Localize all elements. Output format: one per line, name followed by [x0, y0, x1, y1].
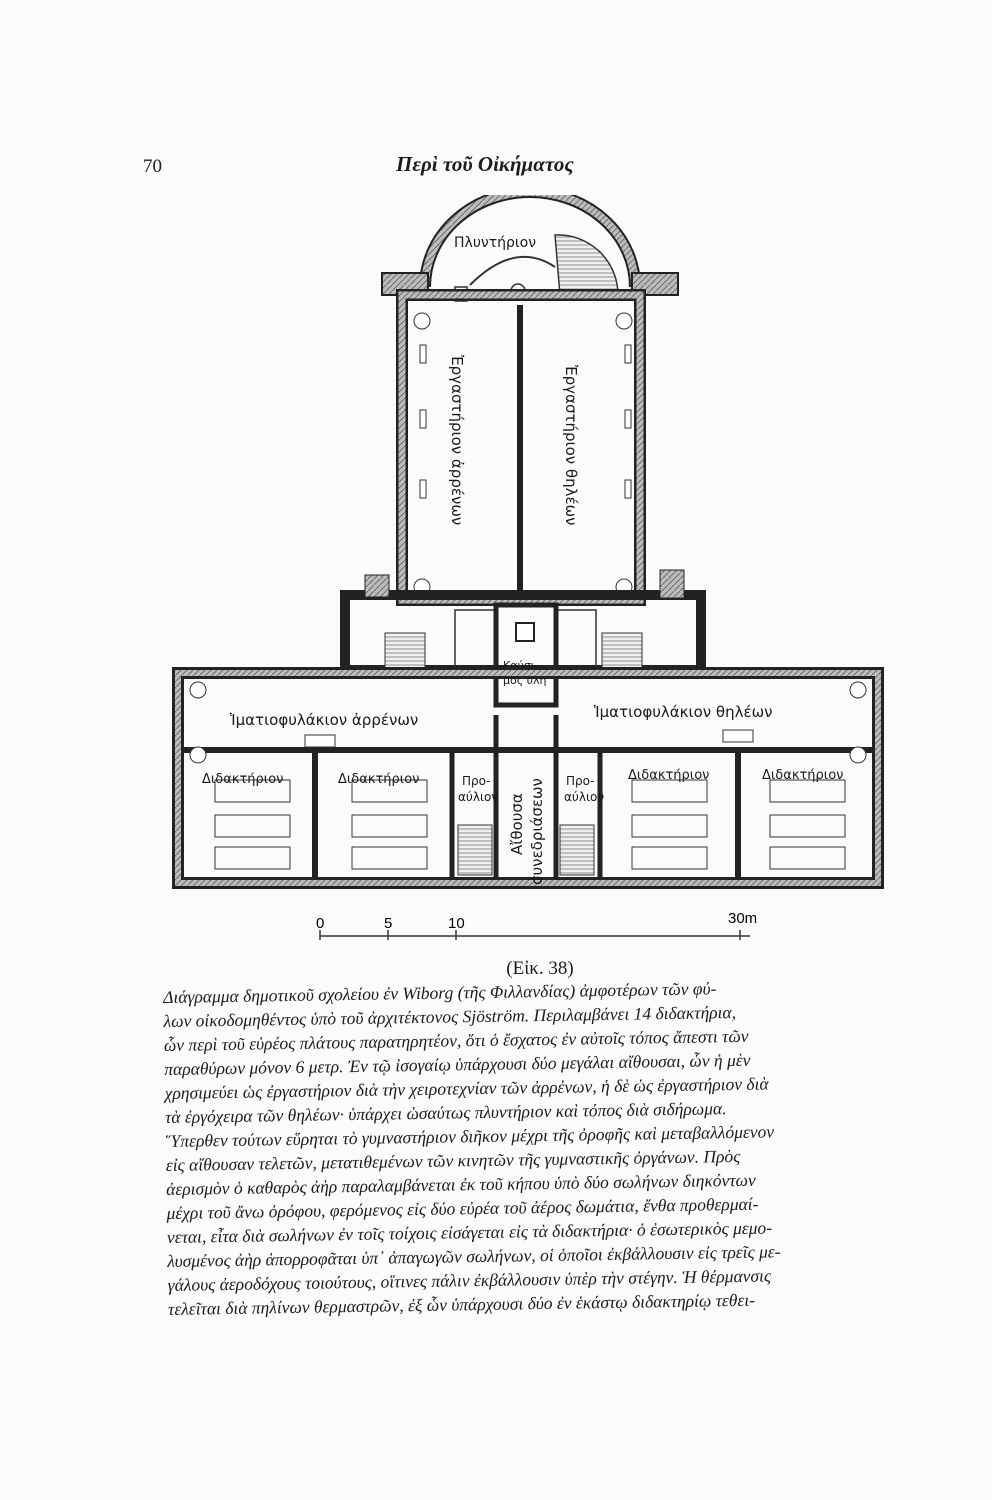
classroom-label-1: Διδακτήριον	[202, 772, 284, 787]
workshop-wing	[402, 295, 640, 600]
body-text	[163, 973, 908, 1321]
body-line: νεται, εἶτα διὰ σωλήνων ἐν τοῖς τοίχοις εἰσάγεται εἰς τὰ διδακτήρια· ὁ ἐσωτερικὸς μεμο-	[166, 1217, 773, 1247]
wardrobe-girls-label: Ἱματιοφυλάκιον θηλέων	[594, 703, 773, 721]
body-line: χρησιμεύει ὡς ἐργαστήριον διὰ τὴν χειροτεχνίαν τῶν ἀρρένων, ἡ δὲ ὡς ἐργαστήριον διὰ	[164, 1073, 769, 1103]
body-line: γάλους ἀεροδόχους τοιούτους, οἵτινες πάλιν ἐκβάλλουσιν ὑπὲρ τὴν στέγην. Ἡ θέρμανσις	[167, 1265, 772, 1295]
hall-label-1: Αἴθουσα	[508, 793, 526, 855]
hall-label-2: συνεδριάσεων	[528, 778, 546, 885]
body-line: λυσμένος ἀὴρ ἀπορροφᾶται ὑπ᾽ ἀπαγωγῶν σωλήνων, οἱ ὁποῖοι ἐκβάλλουσιν εἰς τρεῖς με-	[167, 1241, 781, 1271]
wardrobe-boys-label: Ἱματιοφυλάκιον ἀρρένων	[230, 711, 419, 729]
laundry-label: Πλυντήριον	[454, 235, 537, 251]
scale-tick-30m: 30m	[728, 910, 758, 927]
scale-tick-0: 0	[316, 915, 325, 932]
vestibule-left-label-2: αύλιον	[458, 790, 499, 804]
page-number: 70	[143, 156, 162, 177]
scale-tick-5: 5	[384, 915, 393, 932]
classroom-label-4: Διδακτήριον	[762, 768, 844, 783]
workshop-boys-label: Ἐργαστήριον ἀρρένων	[448, 355, 466, 526]
figure-caption: (Εἰκ. 38)	[506, 958, 574, 979]
body-line: τὰ ἐργόχειρα τῶν θηλέων· ὑπάρχει ὡσαύτως πλυντήριον καὶ τόπος διὰ σιδήρωμα.	[164, 1098, 727, 1127]
workshop-girls-label: Ἐργαστήριον θηλέων	[562, 365, 580, 526]
body-line: μέχρι τοῦ ἄνω ὀρόφου, φερόμενος εἰς δύο εὐρέα τοῦ ἀέρος δωμάτια, ἔνθα προθερμαί-	[166, 1193, 759, 1223]
fuel-store-label-1: Καύσι-	[503, 659, 539, 672]
vestibule-right-label-1: Προ-	[566, 774, 595, 788]
classroom-label-2: Διδακτήριον	[338, 772, 420, 787]
scale-tick-10: 10	[448, 915, 465, 932]
body-line: παραθύρων μόνον 6 μετρ. Ἐν τῷ ἰσογαίῳ ὑπάρχουσι δύο μεγάλαι αἴθουσαι, ὧν ἡ μὲν	[164, 1049, 751, 1079]
body-line: ὧν περὶ τοῦ εὐρέος πλάτους παρατηρητέον, ὅτι ὁ ἔσχατος ἐν αὐτοῖς τόπος ἄπεστι τῶν	[163, 1025, 749, 1055]
classroom-label-3: Διδακτήριον	[628, 768, 710, 783]
body-line: τελεῖται διὰ πηλίνων θερμαστρῶν, ἐξ ὧν ὑπάρχουσι δύο ἐν ἑκάστῳ διδακτηρίῳ τεθει-	[167, 1289, 756, 1319]
vestibule-left-label-1: Προ-	[462, 774, 491, 788]
body-line: λων οἰκοδομηθέντος ὑπὸ τοῦ ἀρχιτέκτονος Sjöström. Περιλαμβάνει 14 διδακτήρια,	[163, 1002, 737, 1031]
body-line: Ὕπερθεν τούτων εὕρηται τὸ γυμναστήριον διῆκον μέχρι τῆς ὀροφῆς καὶ μεταβαλλόμενον	[165, 1121, 775, 1151]
body-line: εἰς αἴθουσαν τελετῶν, μετατιθεμένων τῶν κινητῶν τῆς γυμναστικῆς ὀργάνων. Πρὸς	[165, 1145, 741, 1175]
body-line: ἀερισμὸν ὁ καθαρὸς ἀὴρ παραλαμβάνεται ἐκ τοῦ κήπου ὑπὸ δύο σωλήνων διηκόντων	[166, 1169, 756, 1199]
body-line: Διάγραμμα δημοτικοῦ σχολείου ἐν Wiborg (τῆς Φιλλανδίας) ἀμφοτέρων τῶν φύ-	[163, 978, 717, 1007]
floor-plan	[170, 195, 890, 895]
scale-bar	[310, 908, 770, 948]
running-head: Περὶ τοῦ Οἰκήματος	[396, 152, 574, 176]
fuel-store-label-2: μος ὕλη	[503, 674, 547, 687]
vestibule-right-label-2: αύλιον	[564, 790, 605, 804]
